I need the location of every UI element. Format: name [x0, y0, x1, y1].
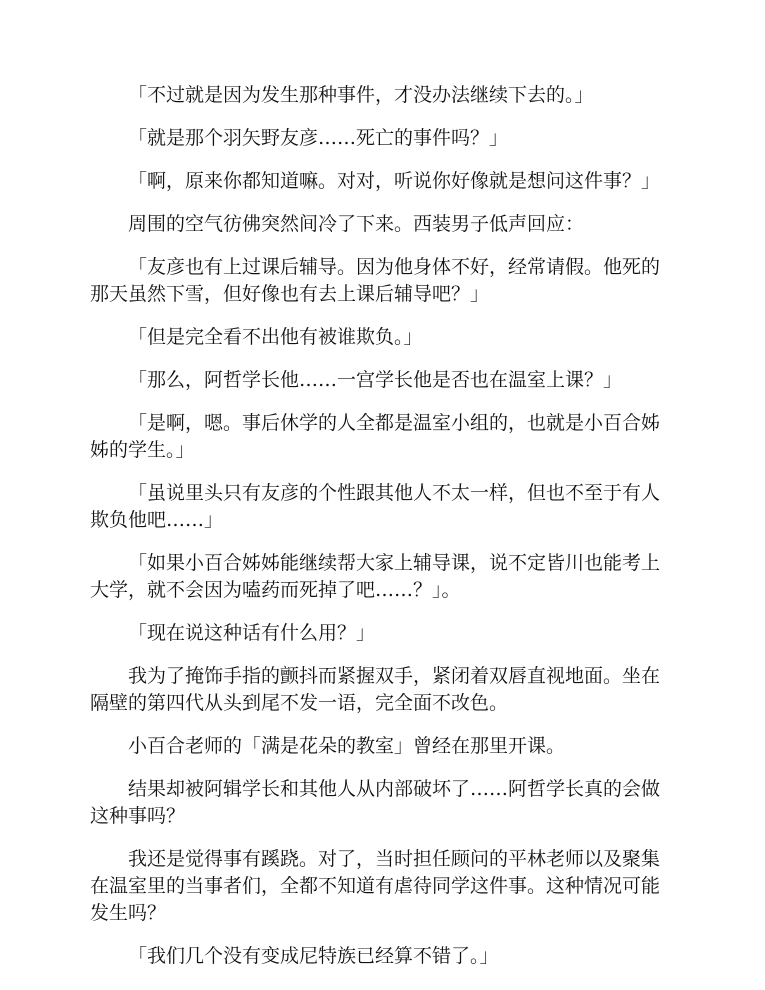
paragraph-4: 周围的空气彷佛突然间冷了下来。西装男子低声回应：	[128, 213, 585, 235]
paragraph-1: 「不过就是因为发生那种事件，才没办法继续下去的。」	[128, 84, 594, 106]
paragraph-2: 「就是那个羽矢野友彦……死亡的事件吗？」	[128, 127, 509, 149]
paragraph-11: 「现在说这种话有什么用？」	[128, 622, 376, 644]
paragraph-13: 小百合老师的「满是花朵的教室」曾经在那里开课。	[128, 735, 566, 757]
paragraph-8: 「是啊，嗯。事后休学的人全都是温室小组的，也就是小百合姊姊的学生。」	[90, 412, 661, 461]
document-body	[90, 82, 675, 986]
paragraph-12: 我为了掩饰手指的颤抖而紧握双手，紧闭着双唇直视地面。坐在隔壁的第四代从头到尾不发一语，完全面不改色。	[90, 665, 661, 714]
paragraph-9: 「虽说里头只有友彦的个性跟其他人不太一样，但也不至于有人欺负他吧……」	[90, 482, 661, 531]
paragraph-15: 我还是觉得事有蹊跷。对了，当时担任顾问的平林老师以及聚集在温室里的当事者们，全都不知道有虐待同学这件事。这种情况可能发生吗？	[90, 848, 661, 924]
paragraph-5: 「友彦也有上过课后辅导。因为他身体不好，经常请假。他死的那天虽然下雪，但好像也有去上课后辅导吧？」	[90, 256, 661, 305]
paragraph-14: 结果却被阿辑学长和其他人从内部破坏了……阿哲学长真的会做这种事吗？	[90, 778, 661, 827]
paragraph-3: 「啊，原来你都知道嘛。对对，听说你好像就是想问这件事？」	[128, 170, 661, 192]
paragraph-6: 「但是完全看不出他有被谁欺负。」	[128, 326, 423, 348]
paragraph-16: 「我们几个没有变成尼特族已经算不错了。」	[128, 945, 499, 967]
paragraph-7: 「那么，阿哲学长他……一宫学长他是否也在温室上课？」	[128, 369, 623, 391]
paragraph-10: 「如果小百合姊姊能继续帮大家上辅导课，说不定皆川也能考上大学，就不会因为嗑药而死掉了吧……？」。	[90, 552, 661, 601]
